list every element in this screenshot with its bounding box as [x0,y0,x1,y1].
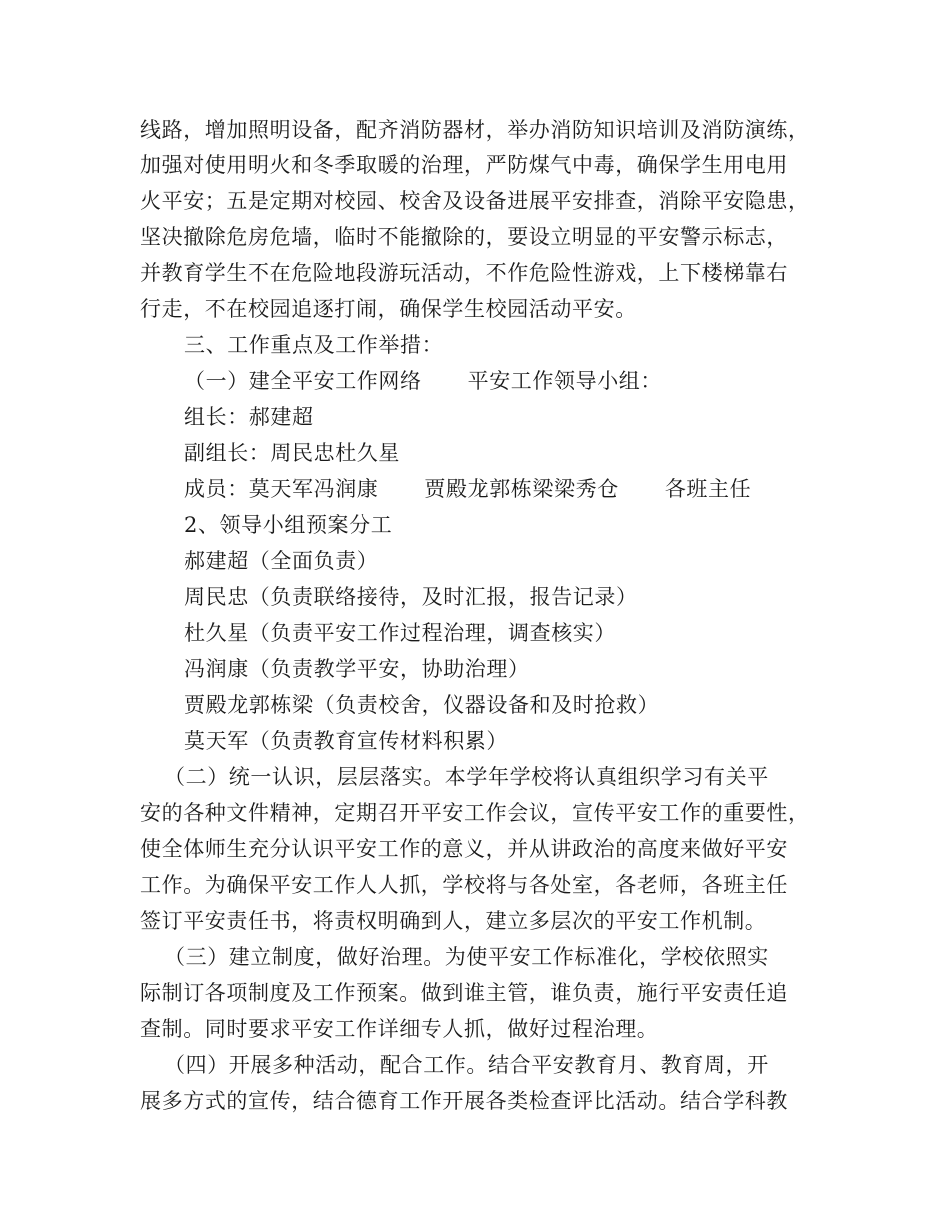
paragraph-line: 查制。同时要求平安工作详细专人抓，做好过程治理。 [140,1017,659,1041]
duty-line: 贾殿龙郭栋梁（负责校舍，仪器设备和及时抢救） [184,693,660,717]
duty-line: 莫天军（负责教育宣传材料积累） [184,729,508,753]
paragraph-line: （二）统一认识，层层落实。本学年学校将认真组织学习有关平 [164,765,769,789]
body-line: 行走，不在校园追逐打闹，确保学生校园活动平安。 [140,297,637,321]
paragraph-line: 安的各种文件精神，定期召开平安工作会议，宣传平安工作的重要性， [140,801,810,825]
paragraph-line: 展多方式的宣传，结合德育工作开展各类检查评比活动。结合学科教 [140,1089,788,1113]
paragraph-line: （四）开展多种活动，配合工作。结合平安教育月、教育周，开 [164,1053,769,1077]
body-line: 火平安；五是定期对校园、校舍及设备进展平安排查，消除平安隐患， [140,189,810,213]
leader-line: 组长：郝建超 [184,405,314,429]
paragraph-line: （三）建立制度，做好治理。为使平安工作标准化，学校依照实 [164,945,769,969]
members-line [184,474,840,506]
subsection-aside: 平安工作领导小组： [467,369,663,393]
paragraph-line: 际制订各项制度及工作预案。做到谁主管，谁负责，施行平安责任追 [140,981,788,1005]
body-line: 线路，增加照明设备，配齐消防器材，举办消防知识培训及消防演练， [140,118,810,142]
duty-line: 冯润康（负责教学平安，协助治理） [184,657,530,681]
body-line: 加强对使用明火和冬季取暖的治理，严防煤气中毒，确保学生用电用 [140,153,788,177]
subsection-heading-row [184,366,840,398]
members-end: 各班主任 [664,477,752,501]
section-heading: 三、工作重点及工作举措： [184,333,444,357]
division-heading: 2、领导小组预案分工 [184,513,393,537]
paragraph-line: 工作。为确保平安工作人人抓，学校将与各处室，各老师，各班主任 [140,873,788,897]
members-middle: 贾殿龙郭栋梁梁秀仓 [424,477,619,501]
body-line: 坚决撤除危房危墙，临时不能撤除的，要设立明显的平安警示标志， [140,225,788,249]
duty-line: 杜久星（负责平安工作过程治理，调查核实） [184,621,616,645]
paragraph-line: 使全体师生充分认识平安工作的意义，并从讲政治的高度来做好平安 [140,837,788,861]
paragraph-line: 签订平安责任书，将责权明确到人，建立多层次的平安工作机制。 [140,909,767,933]
deputy-line: 副组长：周民忠杜久星 [184,441,400,465]
duty-line: 郝建超（全面负责） [184,549,379,573]
members-label: 成员：莫天军冯润康 [184,477,379,501]
duty-line: 周民忠（负责联络接待，及时汇报，报告记录） [184,585,638,609]
body-line: 并教育学生不在危险地段游玩活动，不作危险性游戏，上下楼梯靠右 [140,261,788,285]
subsection-heading: （一）建全平安工作网络 [184,369,422,393]
